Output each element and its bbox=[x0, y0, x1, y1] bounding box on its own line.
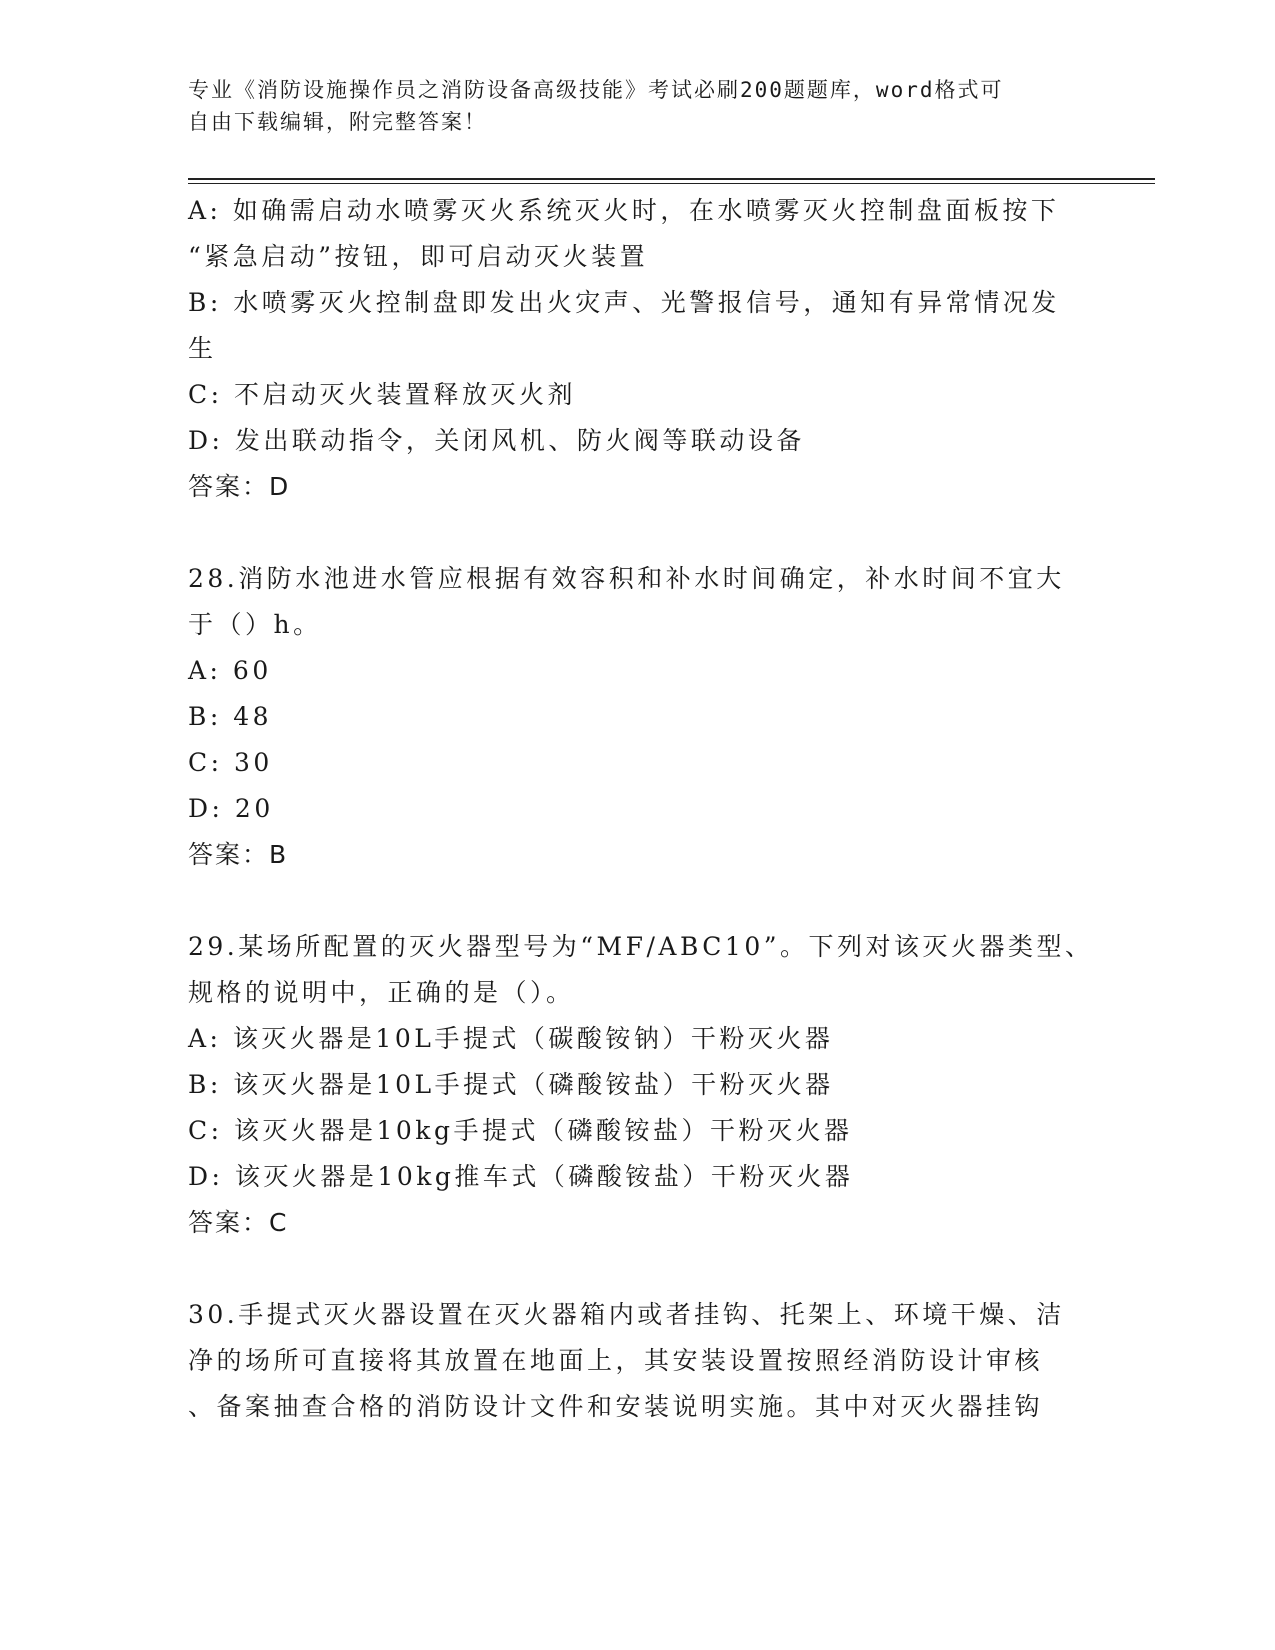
answer: 答案：D bbox=[188, 472, 291, 501]
spacer bbox=[188, 1246, 1088, 1292]
answer: 答案：B bbox=[188, 840, 289, 869]
option-b-line-2: 生 bbox=[188, 334, 217, 363]
option-b-line-1: B: 水喷雾灭火控制盘即发出火灾声、光警报信号，通知有异常情况发 bbox=[188, 288, 1060, 317]
question-list bbox=[188, 188, 1094, 1430]
answer: 答案：C bbox=[188, 1208, 289, 1237]
question-28 bbox=[188, 556, 1088, 878]
question-stem-line-2: 于（）h。 bbox=[188, 610, 322, 639]
header-rule-thick bbox=[188, 178, 1155, 180]
question-stem-line-3: 、备案抽查合格的消防设计文件和安装说明实施。其中对灭火器挂钩 bbox=[188, 1392, 1044, 1421]
option-c: C: 30 bbox=[188, 748, 273, 777]
option-c: C: 不启动灭火装置释放灭火剂 bbox=[188, 380, 576, 409]
option-a-line-1: A: 如确需启动水喷雾灭火系统灭火时，在水喷雾灭火控制盘面板按下 bbox=[188, 196, 1060, 225]
header-line-1: 专业《消防设施操作员之消防设备高级技能》考试必刷200题题库，word格式可 bbox=[188, 78, 1004, 102]
option-b: B: 该灭火器是10L手提式（磷酸铵盐）干粉灭火器 bbox=[188, 1070, 834, 1099]
option-a-line-2: “紧急启动”按钮，即可启动灭火装置 bbox=[188, 242, 649, 271]
question-stem-line-2: 净的场所可直接将其放置在地面上，其安装设置按照经消防设计审核 bbox=[188, 1346, 1044, 1375]
question-stem-line-1: 28.消防水池进水管应根据有效容积和补水时间确定，补水时间不宜大 bbox=[188, 564, 1065, 593]
option-b: B: 48 bbox=[188, 702, 273, 731]
option-d: D: 发出联动指令，关闭风机、防火阀等联动设备 bbox=[188, 426, 805, 455]
question-stem-line-2: 规格的说明中，正确的是（）。 bbox=[188, 978, 575, 1007]
option-c: C: 该灭火器是10kg手提式（磷酸铵盐）干粉灭火器 bbox=[188, 1116, 853, 1145]
question-27 bbox=[188, 188, 1088, 510]
document-header bbox=[188, 74, 1088, 138]
spacer bbox=[188, 510, 1088, 556]
header-line-2: 自由下载编辑，附完整答案！ bbox=[188, 110, 487, 134]
option-d: D: 该灭火器是10kg推车式（磷酸铵盐）干粉灭火器 bbox=[188, 1162, 854, 1191]
question-29 bbox=[188, 924, 1094, 1246]
question-30 bbox=[188, 1292, 1088, 1430]
option-a: A: 该灭火器是10L手提式（碳酸铵钠）干粉灭火器 bbox=[188, 1024, 834, 1053]
spacer bbox=[188, 878, 1088, 924]
option-a: A: 60 bbox=[188, 656, 272, 685]
header-rule-thin bbox=[188, 183, 1155, 184]
question-stem-line-1: 30.手提式灭火器设置在灭火器箱内或者挂钩、托架上、环境干燥、洁 bbox=[188, 1300, 1065, 1329]
question-stem-line-1: 29.某场所配置的灭火器型号为“MF/ABC10”。下列对该灭火器类型、 bbox=[188, 932, 1094, 961]
option-d: D: 20 bbox=[188, 794, 274, 823]
